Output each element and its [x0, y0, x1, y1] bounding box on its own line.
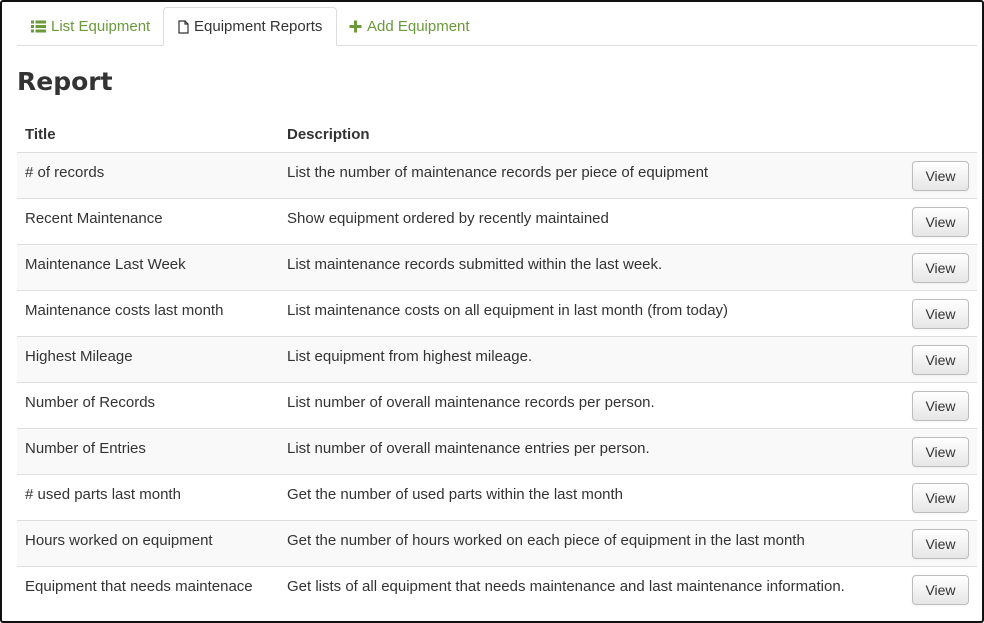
view-button[interactable]: View — [912, 299, 969, 329]
report-title: Hours worked on equipment — [17, 521, 279, 567]
report-title: # of records — [17, 153, 279, 199]
view-button[interactable]: View — [912, 345, 969, 375]
report-description: List maintenance costs on all equipment in last month (from today) — [279, 291, 898, 337]
table-row — [17, 199, 977, 245]
plus-icon — [349, 20, 362, 33]
tab-list-equipment[interactable] — [17, 7, 164, 45]
tab-label: List Equipment — [51, 17, 151, 35]
report-title: # used parts last month — [17, 475, 279, 521]
report-title: Number of Records — [17, 383, 279, 429]
table-row — [17, 245, 977, 291]
report-description: Get the number of hours worked on each piece of equipment in the last month — [279, 521, 898, 567]
table-row — [17, 521, 977, 567]
reports-table — [17, 116, 977, 613]
page-title: Report — [17, 67, 113, 96]
tab-bar — [17, 7, 977, 46]
view-button[interactable]: View — [912, 161, 969, 191]
report-title: Maintenance costs last month — [17, 291, 279, 337]
report-description: Get the number of used parts within the last month — [279, 475, 898, 521]
report-description: List number of overall maintenance entries per person. — [279, 429, 898, 475]
view-button[interactable]: View — [912, 575, 969, 605]
report-title: Equipment that needs maintenace — [17, 567, 279, 613]
table-row — [17, 153, 977, 199]
report-description: Get lists of all equipment that needs maintenance and last maintenance information. — [279, 567, 898, 613]
file-icon — [178, 20, 189, 34]
table-row — [17, 337, 977, 383]
report-description: List number of overall maintenance records per person. — [279, 383, 898, 429]
report-title: Recent Maintenance — [17, 199, 279, 245]
table-row — [17, 429, 977, 475]
view-button[interactable]: View — [912, 207, 969, 237]
list-icon — [31, 20, 46, 33]
report-description: List equipment from highest mileage. — [279, 337, 898, 383]
report-title: Maintenance Last Week — [17, 245, 279, 291]
column-header-description: Description — [279, 116, 898, 153]
report-description: List maintenance records submitted within the last week. — [279, 245, 898, 291]
tab-equipment-reports[interactable] — [163, 7, 337, 46]
report-description: Show equipment ordered by recently maintained — [279, 199, 898, 245]
report-title: Highest Mileage — [17, 337, 279, 383]
view-button[interactable]: View — [912, 391, 969, 421]
column-header-action — [898, 116, 977, 153]
table-row — [17, 383, 977, 429]
view-button[interactable]: View — [912, 483, 969, 513]
report-title: Number of Entries — [17, 429, 279, 475]
table-header-row — [17, 116, 977, 153]
view-button[interactable]: View — [912, 529, 969, 559]
column-header-title: Title — [17, 116, 279, 153]
tab-label: Add Equipment — [367, 17, 470, 35]
tab-add-equipment[interactable] — [335, 7, 484, 45]
table-row — [17, 475, 977, 521]
report-description: List the number of maintenance records per piece of equipment — [279, 153, 898, 199]
view-button[interactable]: View — [912, 437, 969, 467]
table-row — [17, 291, 977, 337]
table-row — [17, 567, 977, 613]
tab-label: Equipment Reports — [194, 18, 323, 35]
view-button[interactable]: View — [912, 253, 969, 283]
